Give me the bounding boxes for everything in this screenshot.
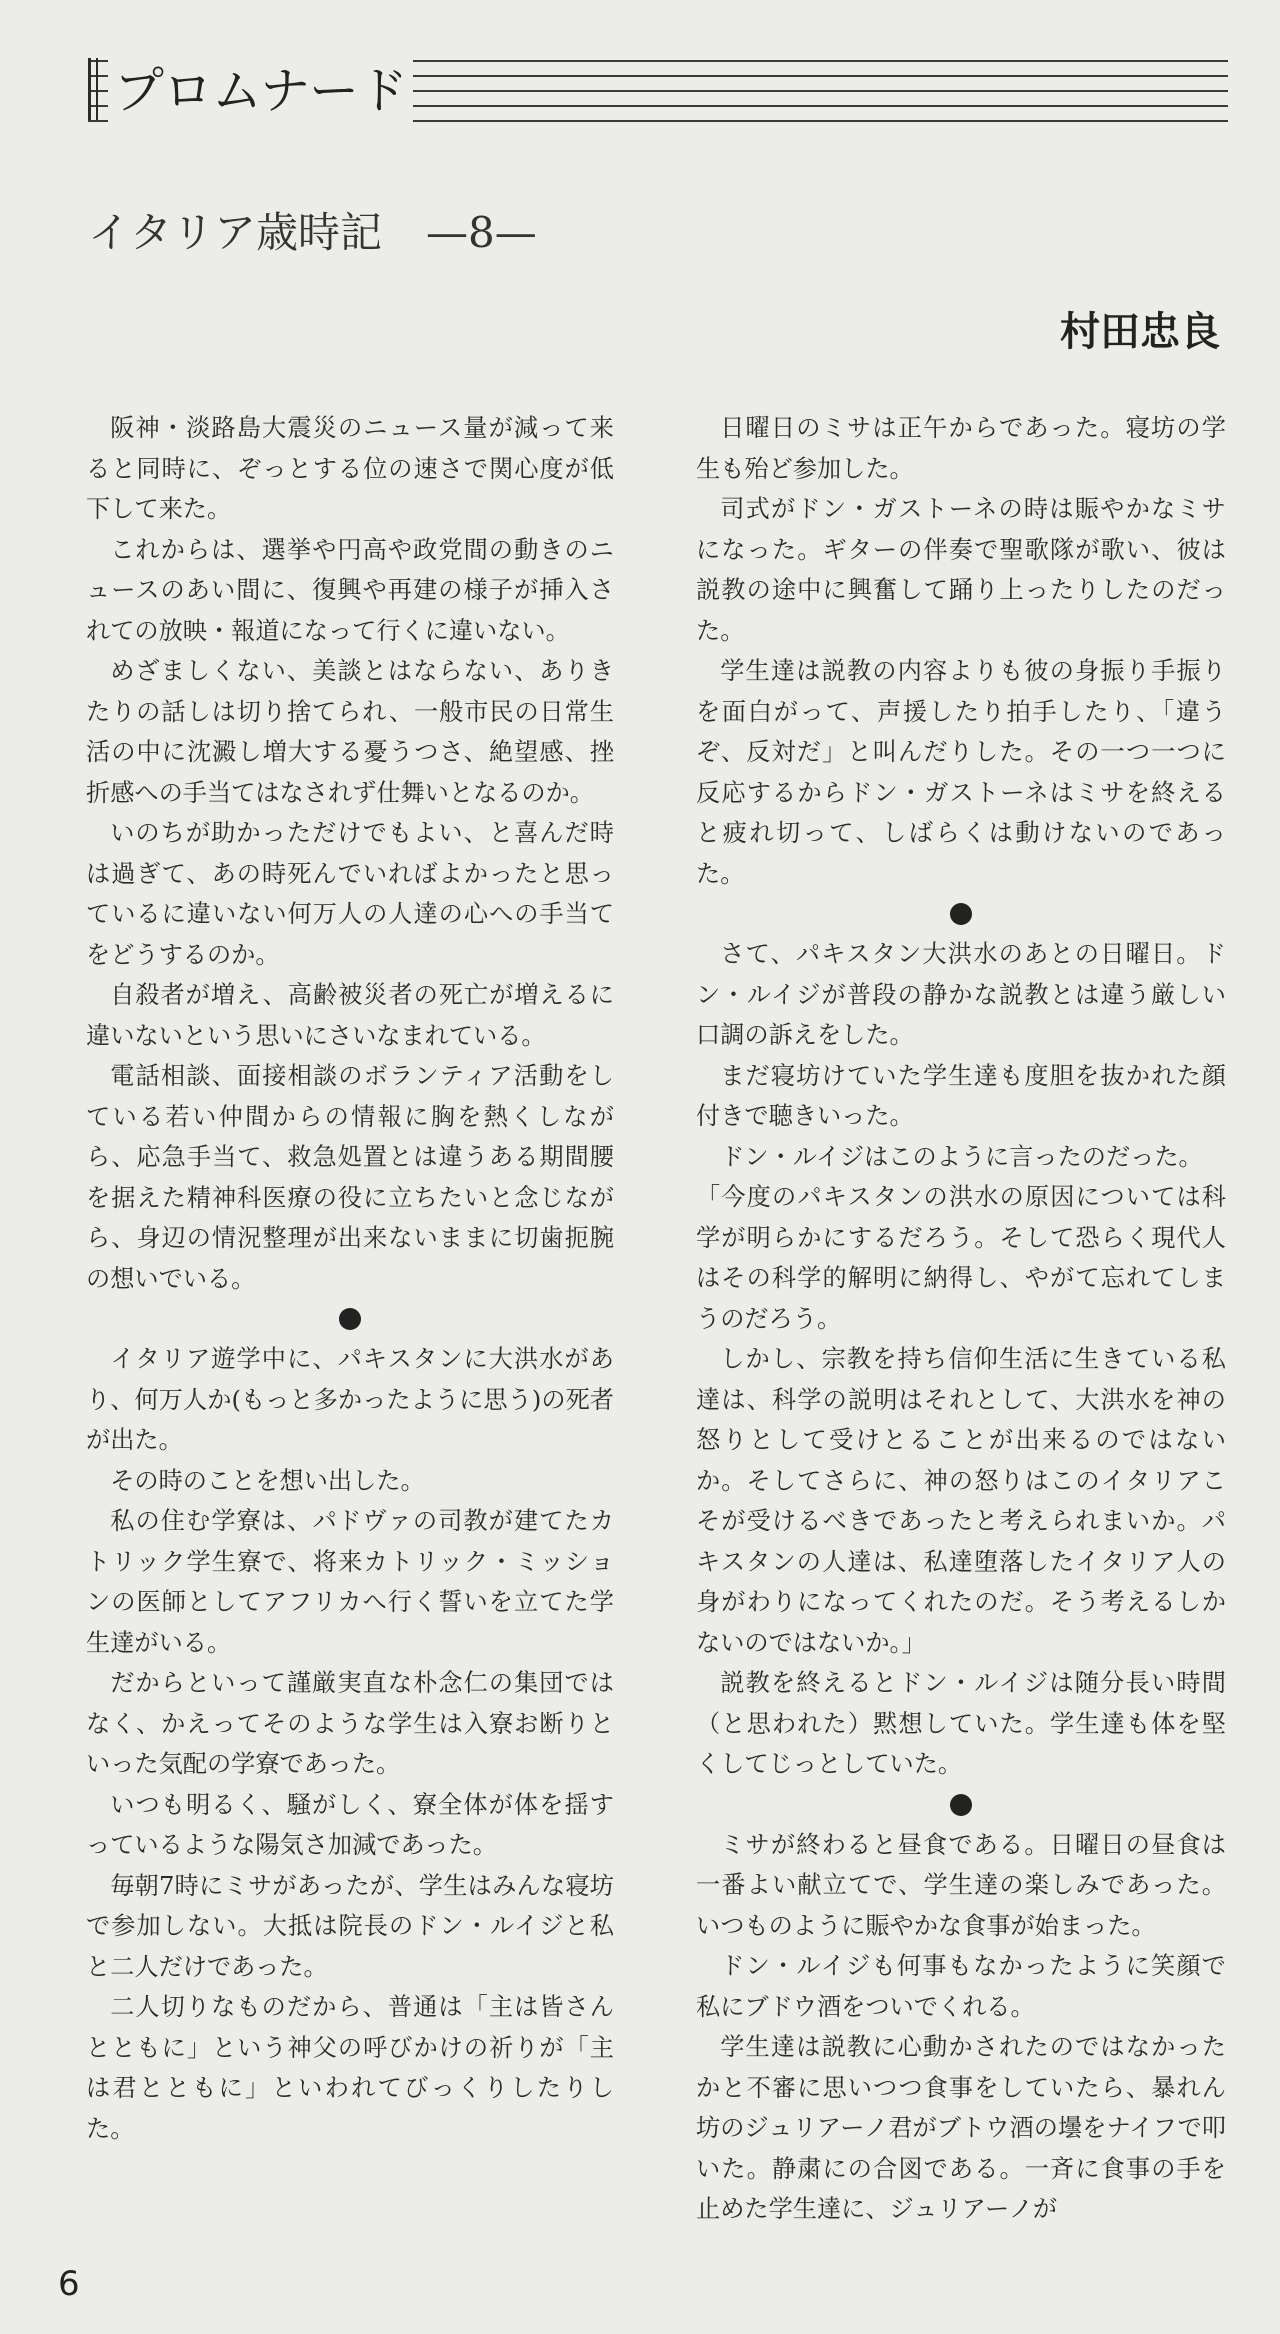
paragraph: 二人切りなものだから、普通は「主は皆さんとともに」という神父の呼びかけの祈りが「主は君とともに」といわれてびっくりしたりした。 [86, 1993, 614, 2143]
paragraph: 「今度のパキスタンの洪水の原因については科学が明らかにするだろう。そして恐らく現代人はその科学的解明に納得し、やがて忘れてしまうのだろう。 [696, 1183, 1226, 1333]
paragraph: 自殺者が増え、高齢被災者の死亡が増えるに違いないという思いにさいなまれている。 [86, 981, 614, 1050]
page-number: 6 [58, 2264, 80, 2304]
paragraph: ドン・ルイジも何事もなかったように笑顔で私にブドウ酒をついでくれる。 [696, 1952, 1226, 2021]
paragraph: イタリア遊学中に、パキスタンに大洪水があり、何万人か(もっと多かったように思う)の死者が出た。 [86, 1345, 614, 1454]
paragraph: 阪神・淡路島大震災のニュース量が減って来ると同時に、ぞっとする位の速さで関心度が低下して来た。 [86, 414, 614, 523]
paragraph: だからといって謹厳実直な朴念仁の集団ではなく、かえってそのような学生は入寮お断りといった気配の学寮であった。 [86, 1669, 614, 1778]
paragraph: その時のことを想い出した。 [110, 1466, 425, 1495]
paragraph: 電話相談、面接相談のボランティア活動をしている若い仲間からの情報に胸を熱くしながら、応急手当て、救急処置とは違うある期間腰を据えた精神科医療の役に立ちたいと念じながら、身辺の情況整理が出来ないままに切歯扼腕の想いでいる。 [86, 1062, 614, 1293]
paragraph: 学生達は説教の内容よりも彼の身振り手振りを面白がって、声援したり拍手したり、「違うぞ、反対だ」と叫んだりした。その一つ一つに反応するからドン・ガストーネはミサを終えると疲れ切って、しばらくは動けないのであった。 [696, 657, 1226, 888]
paragraph: 私の住む学寮は、パドヴァの司教が建てたカトリック学生寮で、将来カトリック・ミッションの医師としてアフリカへ行く誓いを立てた学生達がいる。 [86, 1507, 614, 1657]
right-column [696, 408, 1226, 2230]
paragraph: 司式がドン・ガストーネの時は賑やかなミサになった。ギターの伴奏で聖歌隊が歌い、彼は説教の途中に興奮して踊り上ったりしたのだった。 [696, 495, 1226, 645]
section-divider-dot [950, 1794, 972, 1816]
paragraph: まだ寝坊けていた学生達も度胆を抜かれた顔付きで聴きいった。 [696, 1061, 1226, 1130]
article-title [88, 200, 537, 260]
paragraph: これからは、選挙や円高や政党間の動きのニュースのあい間に、復興や再建の様子が挿入されての放映・報道になって行くに違いない。 [86, 535, 614, 645]
paragraph: 学生達は説教に心動かされたのではなかったかと不審に思いつつ食事をしていたら、暴れん坊のジュリアーノ君がブトウ酒の壜をナイフで叩いた。静粛にの合図である。一斉に食事の手を止めた学生達に、ジュリアーノが [696, 2033, 1226, 2223]
section-title: プロムナード [108, 60, 413, 122]
staff-bar [88, 58, 91, 120]
article-title-text: イタリア歳時記 [88, 208, 383, 257]
section-divider-dot [339, 1308, 361, 1330]
staff-bar [96, 58, 98, 120]
paragraph: さて、パキスタン大洪水のあとの日曜日。ドン・ルイジが普段の静かな説教とは違う厳しい口調の訴えをした。 [696, 940, 1226, 1049]
section-header [88, 54, 1228, 128]
left-column [86, 408, 614, 2149]
paragraph: いつも明るく、騒がしく、寮全体が体を揺すっているような陽気さ加減であった。 [86, 1790, 614, 1859]
paragraph: いのちが助かっただけでもよい、と喜んだ時は過ぎて、あの時死んでいればよかったと思っているに違いない何万人の人達の心への手当てをどうするのか。 [86, 819, 614, 969]
paragraph: めざましくない、美談とはならない、ありきたりの話しは切り捨てられ、一般市民の日常生活の中に沈澱し増大する憂うつさ、絶望感、挫折感への手当てはなされず仕舞いとなるのか。 [86, 657, 614, 807]
article-number: —8— [426, 208, 537, 257]
paragraph: ドン・ルイジはこのように言ったのだった。 [720, 1142, 1203, 1171]
paragraph: 日曜日のミサは正午からであった。寝坊の学生も殆ど参加した。 [696, 414, 1226, 483]
author-name: 村田忠良 [1060, 309, 1220, 355]
paragraph: ミサが終わると昼食である。日曜日の昼食は一番よい献立てで、学生達の楽しみであった。いつものように賑やかな食事が始まった。 [696, 1830, 1226, 1940]
paragraph: 説教を終えるとドン・ルイジは随分長い時間（と思われた）黙想していた。学生達も体を堅くしてじっとしていた。 [696, 1669, 1226, 1778]
paragraph: しかし、宗教を持ち信仰生活に生きている私達は、科学の説明はそれとして、大洪水を神の怒りとして受けとることが出来るのではないか。そしてさらに、神の怒りはこのイタリアこそが受けるべきであったと考えられまいか。パキスタンの人達は、私達堕落したイタリア人の身がわりになってくれたのだ。そう考えるしかないのではないか。」 [696, 1345, 1226, 1657]
section-divider-dot [950, 903, 972, 925]
paragraph: 毎朝7時にミサがあったが、学生はみんな寝坊で参加しない。大抵は院長のドン・ルイジと私と二人だけであった。 [86, 1871, 614, 1981]
